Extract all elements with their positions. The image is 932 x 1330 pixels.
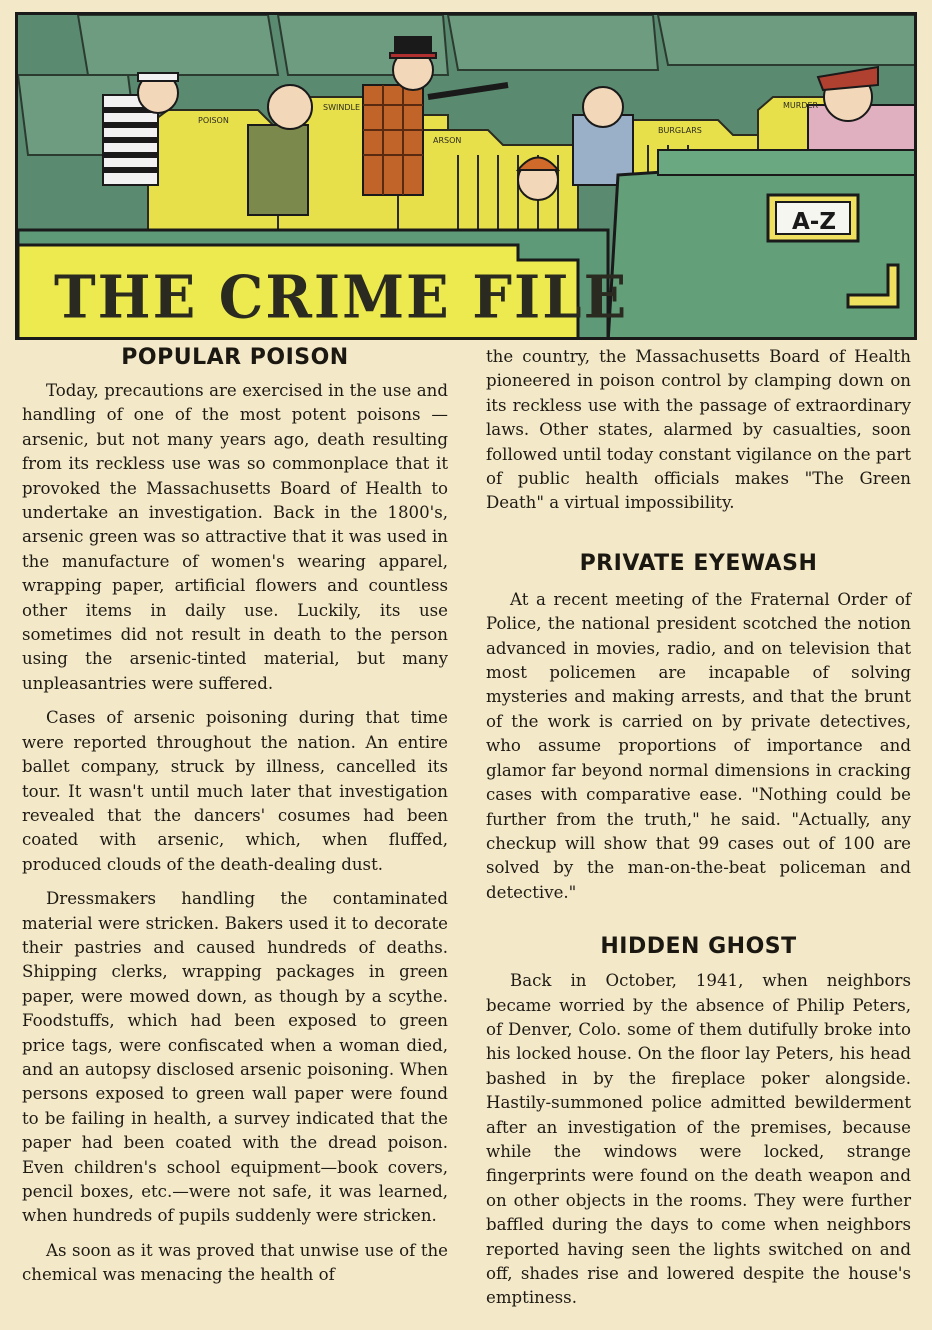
folder-tab-label: POISON — [198, 116, 229, 125]
article-paragraph: As soon as it was proved that unwise use of the chemical was menacing the health of — [22, 1240, 448, 1285]
cabinet-az-label: A-Z — [792, 209, 837, 235]
right-column — [486, 345, 911, 1311]
article-paragraph: Dressmakers handling the contaminated material were stricken. Bakers used it to decorate their pastries and caused hundreds of deaths. Shipping clerks, wrapping packages in green paper, were mowed down, as though by a scythe. Foodstuffs, which had been exposed to green price tags, were confiscated when a woman died, and an autopsy disclosed arsenic poisoning. When persons exposed to green wall paper were found to be failing in health, a survey indicated that the paper had been coated with the dread poison. Even children's school equipment—book covers, pencil boxes, etc.—were not safe, it was learned, when hundreds of pupils suddenly were stricken. — [22, 889, 448, 1226]
heading-private-eyewash: PRIVATE EYEWASH — [579, 550, 818, 576]
banner-title: THE CRIME FILE — [54, 263, 629, 333]
article-continuation: the country, the Massachusetts Board of Health pioneered in poison control by clamping down on its reckless use with the passage of extraordinary laws. Other states, alarmed by casualties, soon followed until today constant vigilance on the part of public health officials makes "The Green Death" a virtual impossibility. — [486, 347, 911, 513]
heading-popular-poison: POPULAR POISON — [121, 345, 349, 370]
left-column — [22, 345, 448, 1288]
folder-tab-label: BURGLARS — [658, 126, 702, 135]
article-paragraph: At a recent meeting of the Fraternal Order of Police, the national president scotched the notion advanced in movies, radio, and on television that most policemen are incapable of solving mysteries and making arrests, and that the brunt of the work is carried on by private detectives, who assume proportions of importance and glamor far beyond normal dimensions in cracking cases with comparative ease. "Nothing could be further from the truth," he said. "Actually, any checkup will show that 99 cases out of 100 are solved by the man-on-the-beat policeman and detective." — [486, 589, 911, 902]
article-paragraph: Cases of arsenic poisoning during that time were reported throughout the nation. An entire ballet company, struck by illness, cancelled its tour. It wasn't until much later that investigation revealed that the dancers' cosumes had been coated with arsenic, which, when fluffed, produced clouds of the death-dealing dust. — [22, 708, 448, 874]
folder-tab-label: MURDER — [783, 101, 819, 110]
article-paragraph: Back in October, 1941, when neighbors became worried by the absence of Philip Peters, of Denver, Colo. some of them dutifully broke into his locked house. On the floor lay Peters, his head bashed in by the fireplace poker alongside. Hastily-summoned police admitted bewilderment after an investigation of the premises, because while the windows were locked, strange fingerprints were found on the death weapon and on other objects in the rooms. They were further baffled during the days to come when neighbors reported having seen the lights switched on and off, shades rise and lowered despite the house's emptiness. — [486, 971, 911, 1308]
article-paragraph: Today, precautions are exercised in the use and handling of one of the most potent poisons —arsenic, but not many years ago, death resulting from its reckless use was so commonplace that it provoked the Massachusetts Board of Health to undertake an investigation. Back in the 1800's, arsenic green was so attractive that it was used in the manufacture of women's wearing apparel, wrapping paper, artificial flowers and countless other items in daily use. Luckily, its use sometimes did not result in death to the person using the arsenic-tinted material, but many unpleasantries were suffered. — [22, 381, 448, 693]
folder-tab-label: SWINDLE — [323, 103, 361, 112]
crime-file-banner — [15, 12, 917, 340]
heading-hidden-ghost: HIDDEN GHOST — [600, 934, 797, 960]
folder-tab-label: ARSON — [433, 136, 462, 145]
